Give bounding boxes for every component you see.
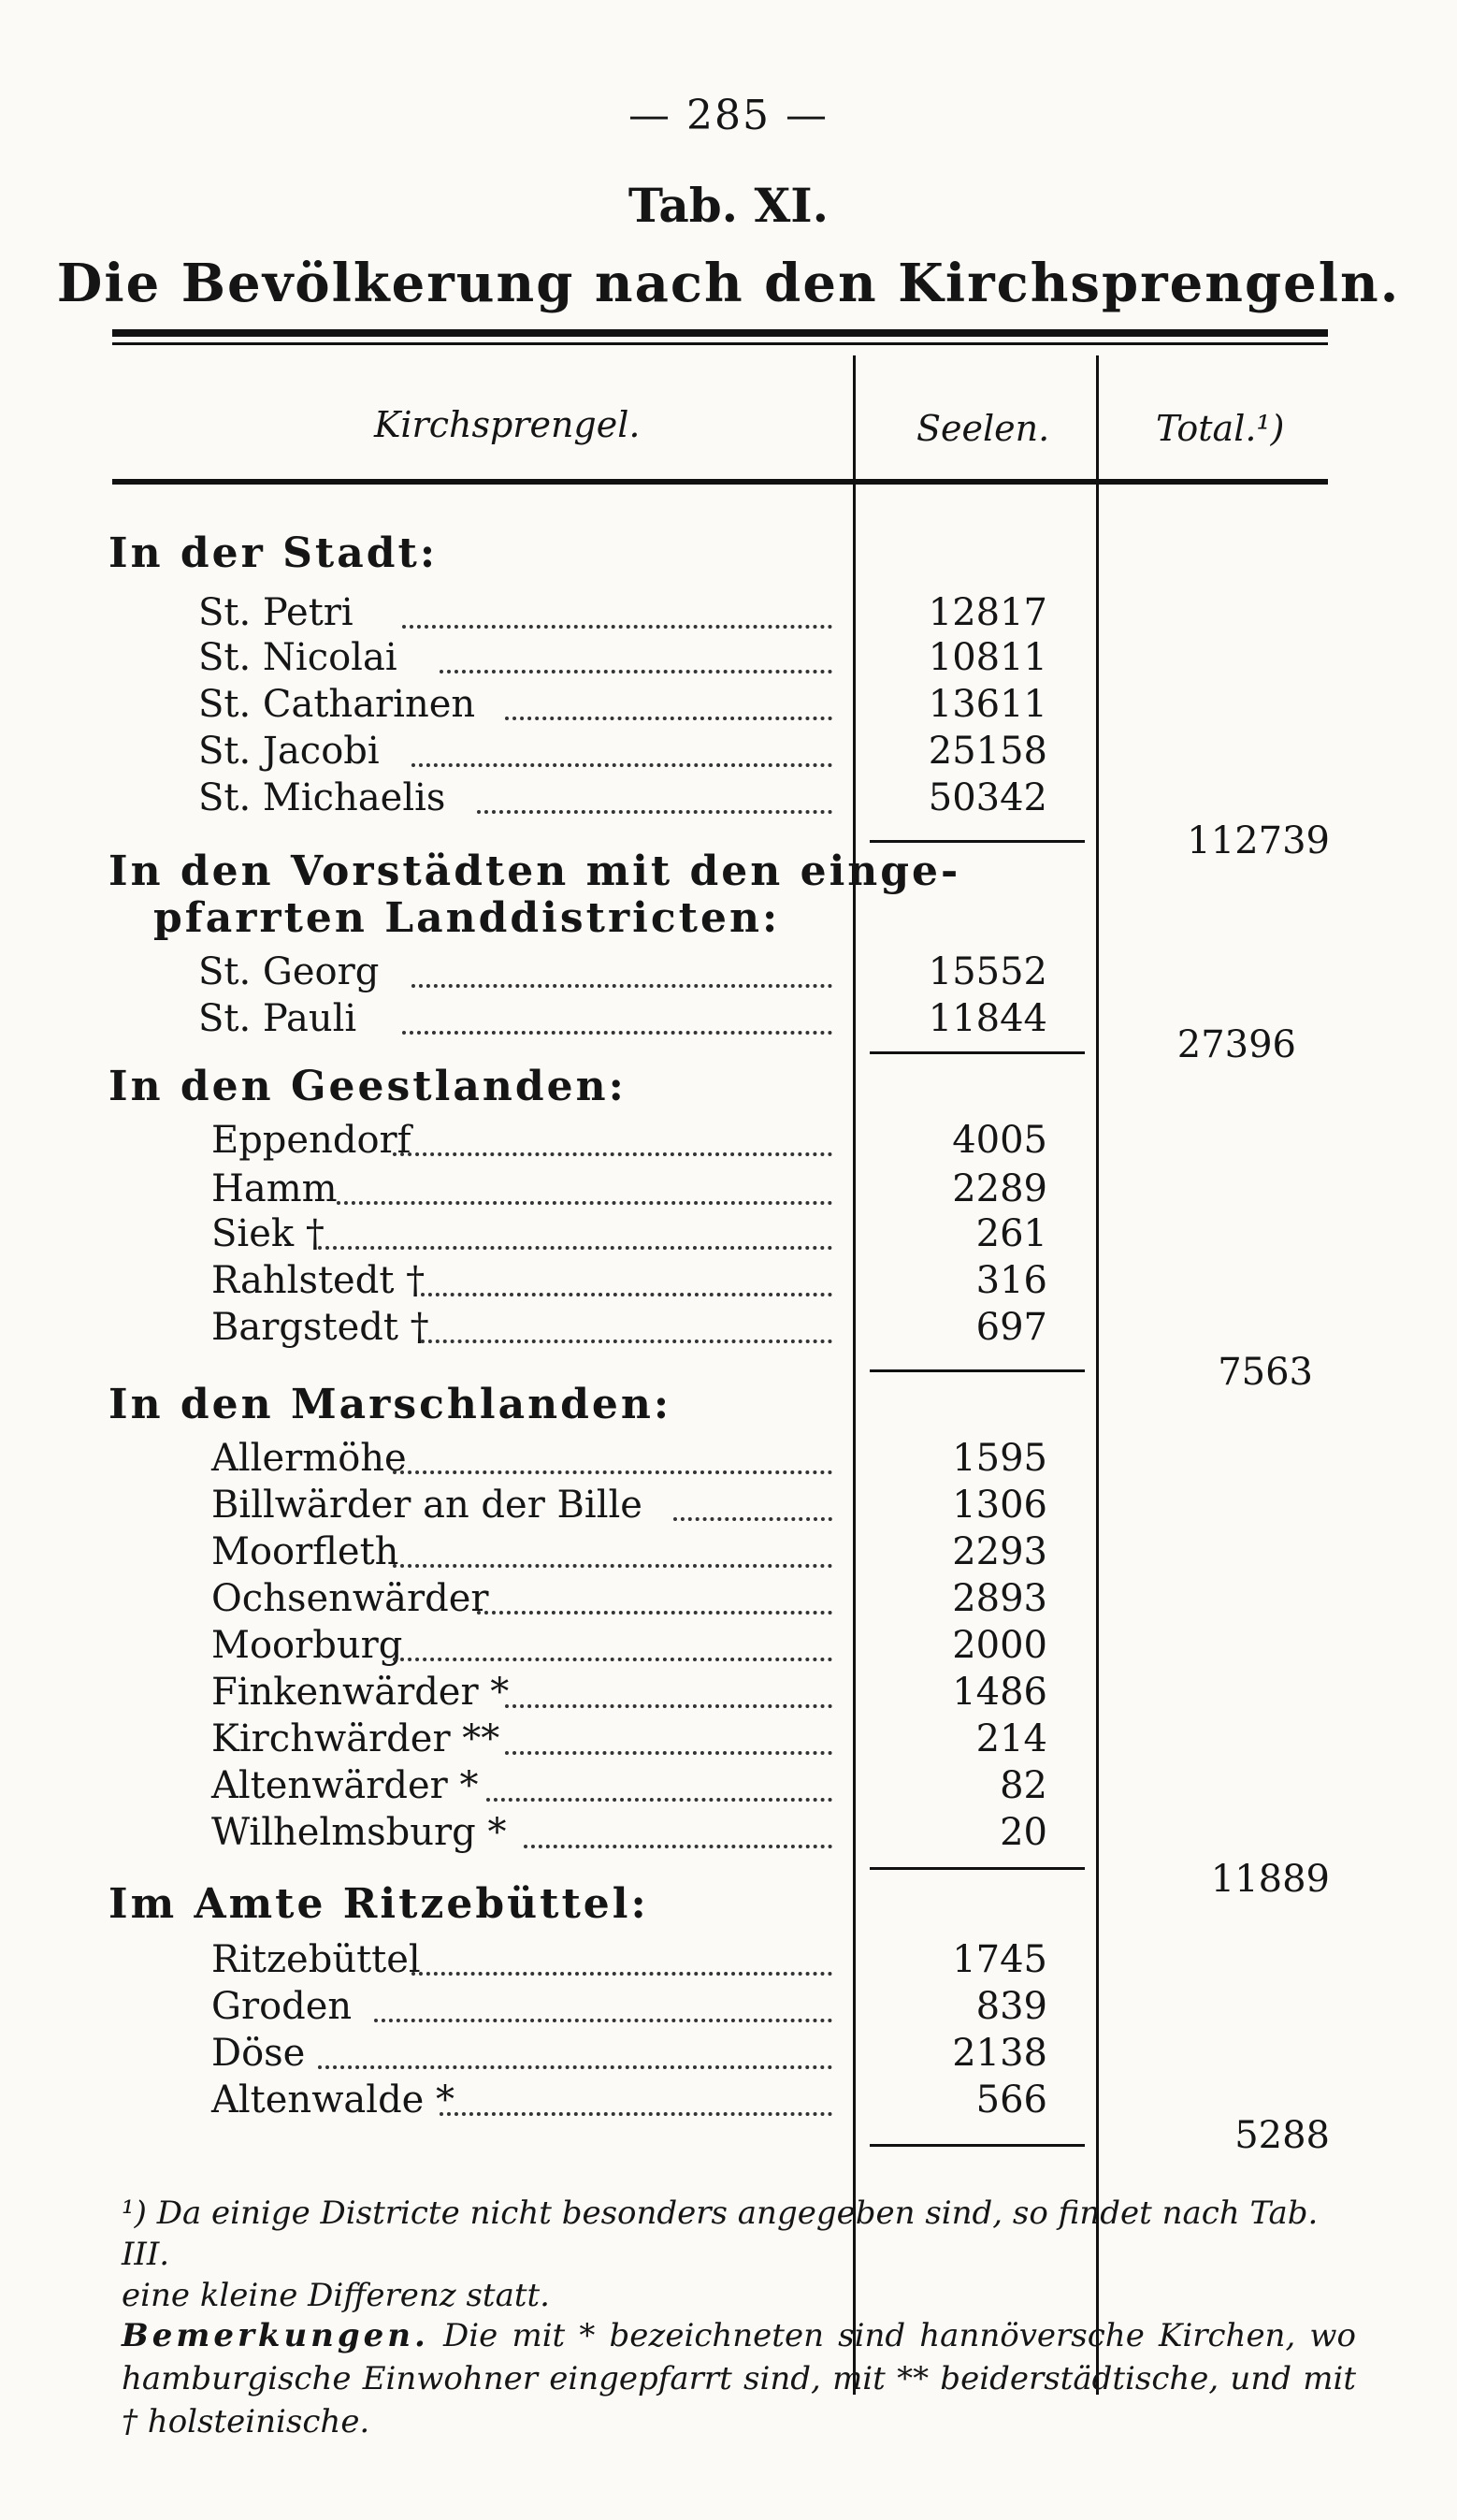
row-dots xyxy=(318,1246,832,1250)
section-title-marschlanden: In den Marschlanden: xyxy=(108,1381,672,1428)
row-label-siek: Siek † xyxy=(211,1212,325,1255)
seelen-wilhelmsburg: 20 xyxy=(1000,1811,1047,1854)
row-label-doese: Döse xyxy=(211,2032,306,2075)
seelen-siek: 261 xyxy=(975,1212,1047,1255)
sum-line xyxy=(870,1369,1085,1372)
seelen-billwaerder: 1306 xyxy=(952,1484,1047,1527)
sum-line xyxy=(870,1051,1085,1054)
row-dots xyxy=(402,625,832,629)
seelen-catharinen: 13611 xyxy=(928,683,1047,726)
footnote-line-2: eine kleine Differenz statt. xyxy=(122,2277,550,2314)
row-label-pauli: St. Pauli xyxy=(198,997,357,1040)
seelen-ritzebuettel: 1745 xyxy=(952,1938,1047,1981)
row-dots xyxy=(440,2112,832,2116)
row-label-wilhelmsburg: Wilhelmsburg * xyxy=(211,1811,507,1854)
row-dots xyxy=(402,1031,832,1035)
row-label-ritzebuettel: Ritzebüttel xyxy=(211,1938,421,1981)
footnote xyxy=(122,2193,1356,2316)
seelen-kirchwaerder: 214 xyxy=(975,1717,1047,1760)
section-title-vorstaedte-cont: pfarrten Landdistricten: xyxy=(153,894,781,942)
row-dots xyxy=(421,1293,832,1296)
row-dots xyxy=(411,1972,832,1976)
row-dots xyxy=(318,2065,832,2069)
row-dots xyxy=(411,763,832,767)
row-label-groden: Groden xyxy=(211,1985,353,2028)
row-dots xyxy=(393,1470,832,1474)
row-dots xyxy=(673,1517,832,1521)
row-dots xyxy=(477,1611,832,1615)
total-geestlanden: 7563 xyxy=(1218,1351,1313,1394)
row-label-jacobi: St. Jacobi xyxy=(198,730,380,773)
row-label-bargstedt: Bargstedt † xyxy=(211,1306,429,1349)
section-title-stadt: In der Stadt: xyxy=(108,529,439,577)
total-stadt: 112739 xyxy=(1187,819,1330,862)
row-label-altenwalde: Altenwalde * xyxy=(211,2078,455,2122)
row-dots xyxy=(505,1704,832,1708)
table-title: Tab. XI. xyxy=(628,178,829,233)
row-dots xyxy=(393,1658,832,1661)
remarks xyxy=(122,2314,1356,2443)
seelen-petri: 12817 xyxy=(928,591,1047,634)
footnote-line-1: ¹) Da einige Districte nicht besonders angegeben sind, so findet nach Tab. III. xyxy=(122,2194,1319,2273)
row-dots xyxy=(486,1798,832,1802)
remarks-lead: Bemerkungen. xyxy=(122,2317,429,2354)
seelen-doese: 2138 xyxy=(952,2032,1047,2075)
table-subtitle: Die Bevölkerung nach den Kirchsprengeln. xyxy=(56,253,1401,314)
page-number: — 285 — xyxy=(628,92,829,139)
row-label-ochsenwaerder: Ochsenwärder xyxy=(211,1577,489,1620)
row-label-hamm: Hamm xyxy=(211,1167,338,1210)
seelen-jacobi: 25158 xyxy=(928,730,1047,773)
seelen-rahlstedt: 316 xyxy=(975,1259,1047,1302)
row-dots xyxy=(524,1845,832,1848)
section-title-geestlanden: In den Geestlanden: xyxy=(108,1063,627,1110)
row-dots xyxy=(477,810,832,814)
row-label-moorburg: Moorburg xyxy=(211,1624,403,1667)
remarks-text: Die mit * bezeichneten sind hannöversche Kirchen, wo hamburgische Einwohner eingepfarrt sind, mit ** beiderstädtische, und mit † holsteinische. xyxy=(122,2317,1356,2440)
row-dots xyxy=(337,1201,832,1205)
row-dots xyxy=(505,1751,832,1755)
column-divider-seelen xyxy=(1096,355,1099,2395)
row-label-moorfleth: Moorfleth xyxy=(211,1530,399,1573)
seelen-altenwalde: 566 xyxy=(975,2078,1047,2122)
row-label-finkenwaerder: Finkenwärder * xyxy=(211,1671,510,1714)
seelen-groden: 839 xyxy=(975,1985,1047,2028)
seelen-nicolai: 10811 xyxy=(928,636,1047,679)
row-label-georg: St. Georg xyxy=(198,950,380,993)
row-label-altenwaerder: Altenwärder * xyxy=(211,1764,479,1807)
sum-line xyxy=(870,2144,1085,2147)
seelen-bargstedt: 697 xyxy=(975,1306,1047,1349)
row-label-nicolai: St. Nicolai xyxy=(198,636,397,679)
row-label-rahlstedt: Rahlstedt † xyxy=(211,1259,426,1302)
sum-line xyxy=(870,840,1085,843)
row-dots xyxy=(440,670,832,673)
column-divider-label xyxy=(853,355,856,2395)
seelen-michaelis: 50342 xyxy=(928,776,1047,819)
row-label-michaelis: St. Michaelis xyxy=(198,776,446,819)
seelen-altenwaerder: 82 xyxy=(1000,1764,1047,1807)
row-label-allermoehe: Allermöhe xyxy=(211,1437,407,1480)
section-title-ritzebuettel: Im Amte Ritzebüttel: xyxy=(108,1880,649,1928)
row-label-eppendorf: Eppendorf xyxy=(211,1119,411,1162)
row-dots xyxy=(505,717,832,720)
seelen-eppendorf: 4005 xyxy=(952,1119,1047,1162)
seelen-allermoehe: 1595 xyxy=(952,1437,1047,1480)
header-total: Total.¹) xyxy=(1156,408,1285,449)
header-seelen: Seelen. xyxy=(916,408,1050,449)
row-label-kirchwaerder: Kirchwärder ** xyxy=(211,1717,500,1760)
sum-line xyxy=(870,1867,1085,1870)
row-dots xyxy=(421,1340,832,1343)
total-vorstaedte: 27396 xyxy=(1176,1023,1296,1066)
row-label-catharinen: St. Catharinen xyxy=(198,683,476,726)
total-ritzebuettel: 5288 xyxy=(1234,2114,1330,2157)
seelen-finkenwaerder: 1486 xyxy=(952,1671,1047,1714)
row-dots xyxy=(393,1564,832,1568)
seelen-ochsenwaerder: 2893 xyxy=(952,1577,1047,1620)
row-label-petri: St. Petri xyxy=(198,591,353,634)
row-label-billwaerder: Billwärder an der Bille xyxy=(211,1484,642,1527)
seelen-hamm: 2289 xyxy=(952,1167,1047,1210)
row-dots xyxy=(374,2019,832,2022)
row-dots xyxy=(393,1152,832,1156)
seelen-moorfleth: 2293 xyxy=(952,1530,1047,1573)
header-kirchsprengel: Kirchsprengel. xyxy=(374,404,641,445)
section-title-vorstaedte: In den Vorstädten mit den einge- xyxy=(108,847,961,895)
seelen-georg: 15552 xyxy=(928,950,1047,993)
total-marschlanden: 11889 xyxy=(1210,1858,1330,1901)
row-dots xyxy=(411,984,832,988)
seelen-pauli: 11844 xyxy=(928,997,1047,1040)
seelen-moorburg: 2000 xyxy=(952,1624,1047,1667)
